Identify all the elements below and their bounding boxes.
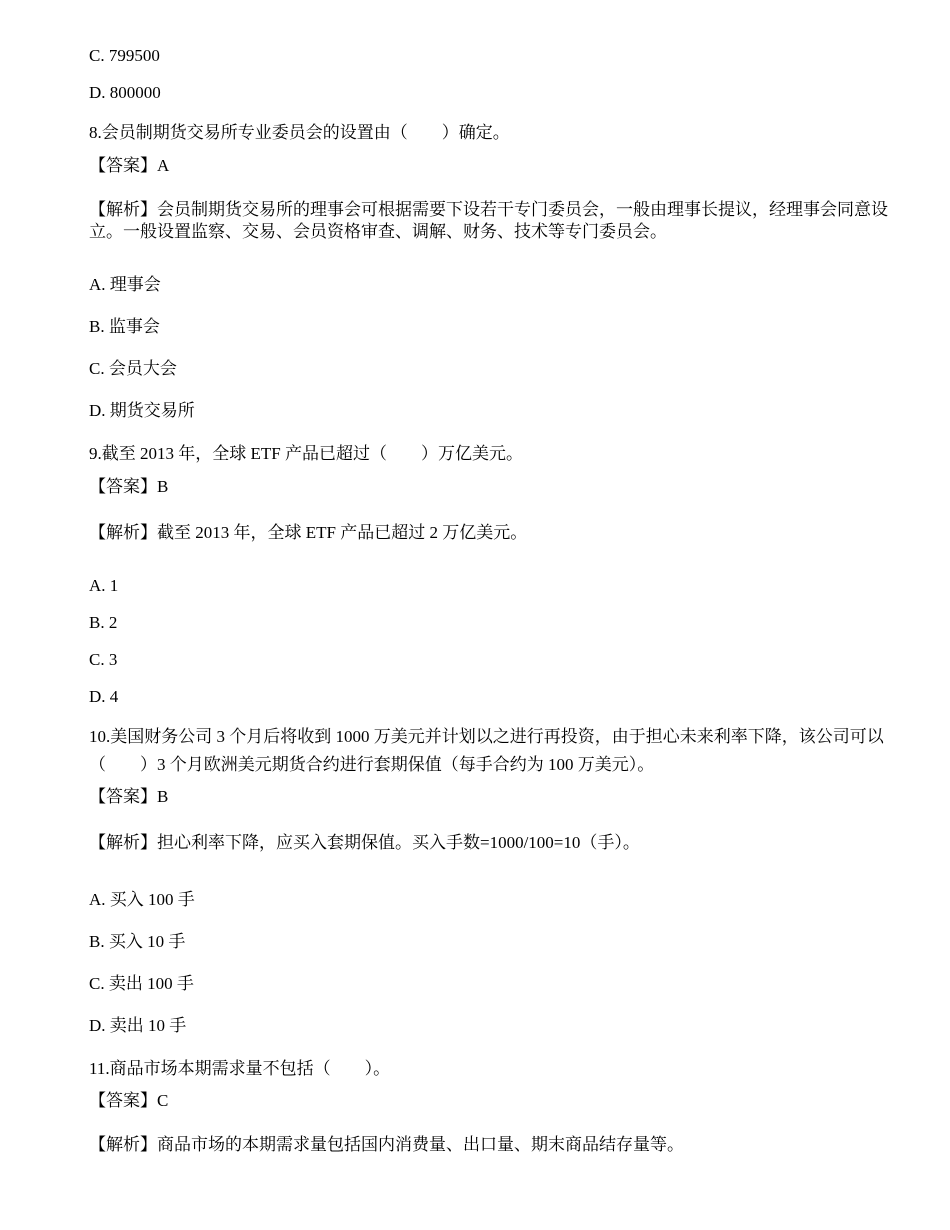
question-11-answer: 【答案】C [89,1091,169,1110]
question-8-explanation: 【解析】会员制期货交易所的理事会可根据需要下设若干专门委员会，一般由理事长提议，经理事会同意设立。一般设置监察、交易、会员资格审查、调解、财务、技术等专门委员会。 [89,200,888,241]
question-10-option-c: C. 卖出 100 手 [89,974,194,993]
question-8-option-b: B. 监事会 [89,317,160,336]
option-d: D. 800000 [89,83,161,102]
question-10-option-d: D. 卖出 10 手 [89,1016,187,1035]
question-10-explanation: 【解析】担心利率下降，应买入套期保值。买入手数=1000/100=10（手）。 [89,833,640,852]
option-c: C. 799500 [89,46,160,65]
question-9-text: 9.截至 2013 年，全球 ETF 产品已超过（ ）万亿美元。 [89,444,523,463]
question-9-option-b: B. 2 [89,613,118,632]
question-10-option-b: B. 买入 10 手 [89,932,186,951]
question-9-option-d: D. 4 [89,687,119,706]
question-9-option-c: C. 3 [89,650,118,669]
question-9-answer: 【答案】B [89,477,169,496]
question-10-answer: 【答案】B [89,787,169,806]
question-8-option-c: C. 会员大会 [89,359,177,378]
question-8-option-a: A. 理事会 [89,275,161,294]
question-8-answer: 【答案】A [89,156,170,175]
question-9-option-a: A. 1 [89,576,119,595]
question-9-explanation: 【解析】截至 2013 年，全球 ETF 产品已超过 2 万亿美元。 [89,523,528,542]
question-10-option-a: A. 买入 100 手 [89,890,195,909]
question-8-option-d: D. 期货交易所 [89,401,195,420]
question-10-text: 10.美国财务公司 3 个月后将收到 1000 万美元并计划以之进行再投资，由于担心未来利率下降，该公司可以（ ）3 个月欧洲美元期货合约进行套期保值（每手合约为 100 万美元）。 [89,727,884,774]
question-11-text: 11.商品市场本期需求量不包括（ ）。 [89,1059,391,1078]
question-11-explanation: 【解析】商品市场的本期需求量包括国内消费量、出口量、期末商品结存量等。 [89,1135,684,1154]
question-8-text: 8.会员制期货交易所专业委员会的设置由（ ）确定。 [89,123,510,142]
